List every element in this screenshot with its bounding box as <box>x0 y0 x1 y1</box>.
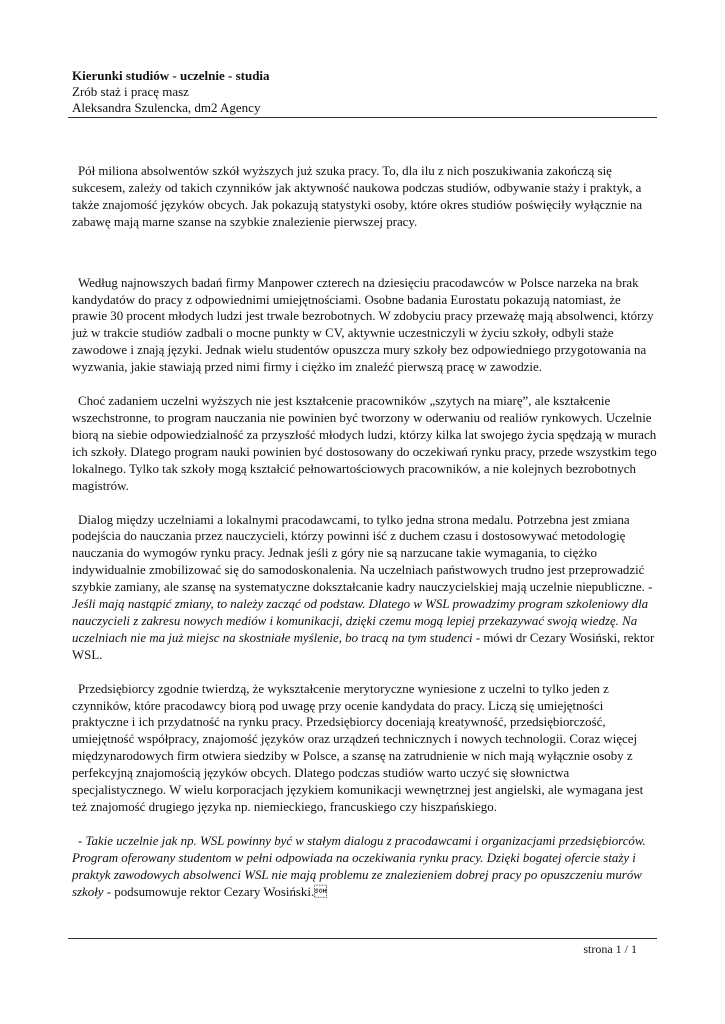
footer-divider <box>68 938 657 939</box>
document-header <box>72 68 662 116</box>
paragraph-4-attribution: - mówi dr Cezary Wosiński, rektor WSL. <box>72 630 655 662</box>
paragraph-4-quote: - Jeśli mają nastąpić zmiany, to należy zacząć od podstaw. Dlatego w WSL prowadzimy program szkoleniowy dla nauczycieli z zakresu nowych mediów i komunikacji, dzięki czemu mogą lepiej przekazywać swoją wiedzę. Na uczelniach nie ma już miejsc na skostniałe myślenie, bo tracą na tym studenci <box>72 580 653 645</box>
paragraph-6 <box>72 833 657 901</box>
header-divider <box>68 117 657 118</box>
paragraph-5: Przedsiębiorcy zgodnie twierdzą, że wykształcenie merytoryczne wyniesione z uczelni to tylko jeden z czynników, które pracodawcy biorą pod uwagę przy ocenie kandydata do pracy. Liczą się umiejętności praktyczne i ich przydatność na rynku pracy. Przedsiębiorcy doceniają kreatywność, przedsiębiorczość, umiejętność współpracy, znajomość języków oraz urządzeń technicznych i nowych technologii. Coraz więcej międzynarodowych firm otwiera siedziby w Polsce, a szansę na zatrudnienie w nich mają wyłącznie osoby z perfekcyjną znajomością języków obcych. Dlatego podczas studiów warto uczyć się słownictwa specjalistycznego. W wielu korporacjach językiem komunikacji wewnętrznej jest angielski, ale wymagana jest też znajomość drugiego języka np. niemieckiego, francuskiego czy hiszpańskiego. <box>72 681 644 814</box>
paragraph-2: Według najnowszych badań firmy Manpower czterech na dziesięciu pracodawców w Polsce narzeka na brak kandydatów do pracy z odpowiednimi umiejętnościami. Osobne badania Eurostatu pokazują natomiast, że prawie 30 procent młodych ludzi jest trwale bezrobotnych. W zdobyciu pracy przeważę mają absolwenci, którzy już w trakcie studiów zadbali o mocne punkty w CV, aktywnie uczestniczyli w życiu szkoły, odbyli staże zawodowe i znają języki. Jednak wielu studentów opuszcza mury szkoły bez odpowiedniego przygotowania na wyzwania, jakie stawiają przed nimi firmy i ciężko im znaleźć pierwszą pracę w zawodzie. <box>72 275 654 375</box>
paragraph-6-quote: - Takie uczelnie jak np. WSL powinny być w stałym dialogu z pracodawcami i organizacjami przedsiębiorców. Program oferowany studentom w pełni odpowiada na oczekiwania rynku pracy. Dzięki bogatej ofercie staży i praktyk zawodowych absolwenci WSL nie mają problemu ze znalezieniem dobrej pracy po opuszczeniu murów szkoły - <box>72 833 646 899</box>
document-author: Aleksandra Szulencka, dm2 Agency <box>72 100 261 115</box>
paragraph-3: Choć zadaniem uczelni wyższych nie jest kształcenie pracowników „szytych na miarę”, ale kształcenie wszechstronne, to program nauczania nie powinien być tworzony w oderwaniu od realiów rynkowych. Uczelnie biorą na siebie odpowiedzialność za przyszłość młodych ludzi, którzy kilka lat swojego życia spędzają w murach ich szkoły. Dlatego program nauki powinien być dostosowany do oczekiwań rynku pracy, przede wszystkim tego lokalnego. Tylko tak szkoły mogą kształcić pełnowartościowych pracowników, a nie kolejnych bezrobotnych magistrów. <box>72 394 657 493</box>
paragraph-4 <box>72 512 657 664</box>
document-title: Kierunki studiów - uczelnie - studia <box>72 68 270 83</box>
document-subtitle: Zrób staż i pracę masz <box>72 84 189 99</box>
page-number: strona 1 / 1 <box>583 942 637 956</box>
paragraph-1: Pół miliona absolwentów szkół wyższych już szuka pracy. To, dla ilu z nich poszukiwania zakończą się sukcesem, zależy od takich czynników jak aktywność naukowa podczas studiów, odbywanie staży i praktyk, a także znajomość języków obcych. Jak pokazują statystyki osoby, które okres studiów poświęciły wyłącznie na zabawę mają marne szanse na szybkie znalezienie pierwszej pracy. <box>72 164 643 229</box>
article-body <box>72 163 657 901</box>
paragraph-6-attribution: podsumowuje rektor Cezary Wosiński. <box>111 884 328 899</box>
paragraph-4-text: Dialog między uczelniami a lokalnymi pracodawcami, to tylko jedna strona medalu. Potrzebna jest zmiana podejścia do nauczania przez nauczycieli, którzy powinni iść z duchem czasu i dostosowywać metodologię nauczania do wymogów rynku pracy. Jednak jeśli z góry nie są narzucane takie wymagania, to ciężko indywidualnie zmobilizować się do samodoskonalenia. Na uczelniach państwowych trudno jest przeprowadzić szybkie zamiany, ale szansę na systematyczne dokształcanie kadry nauczycielskiej mają uczelnie niepubliczne. <box>72 512 649 595</box>
